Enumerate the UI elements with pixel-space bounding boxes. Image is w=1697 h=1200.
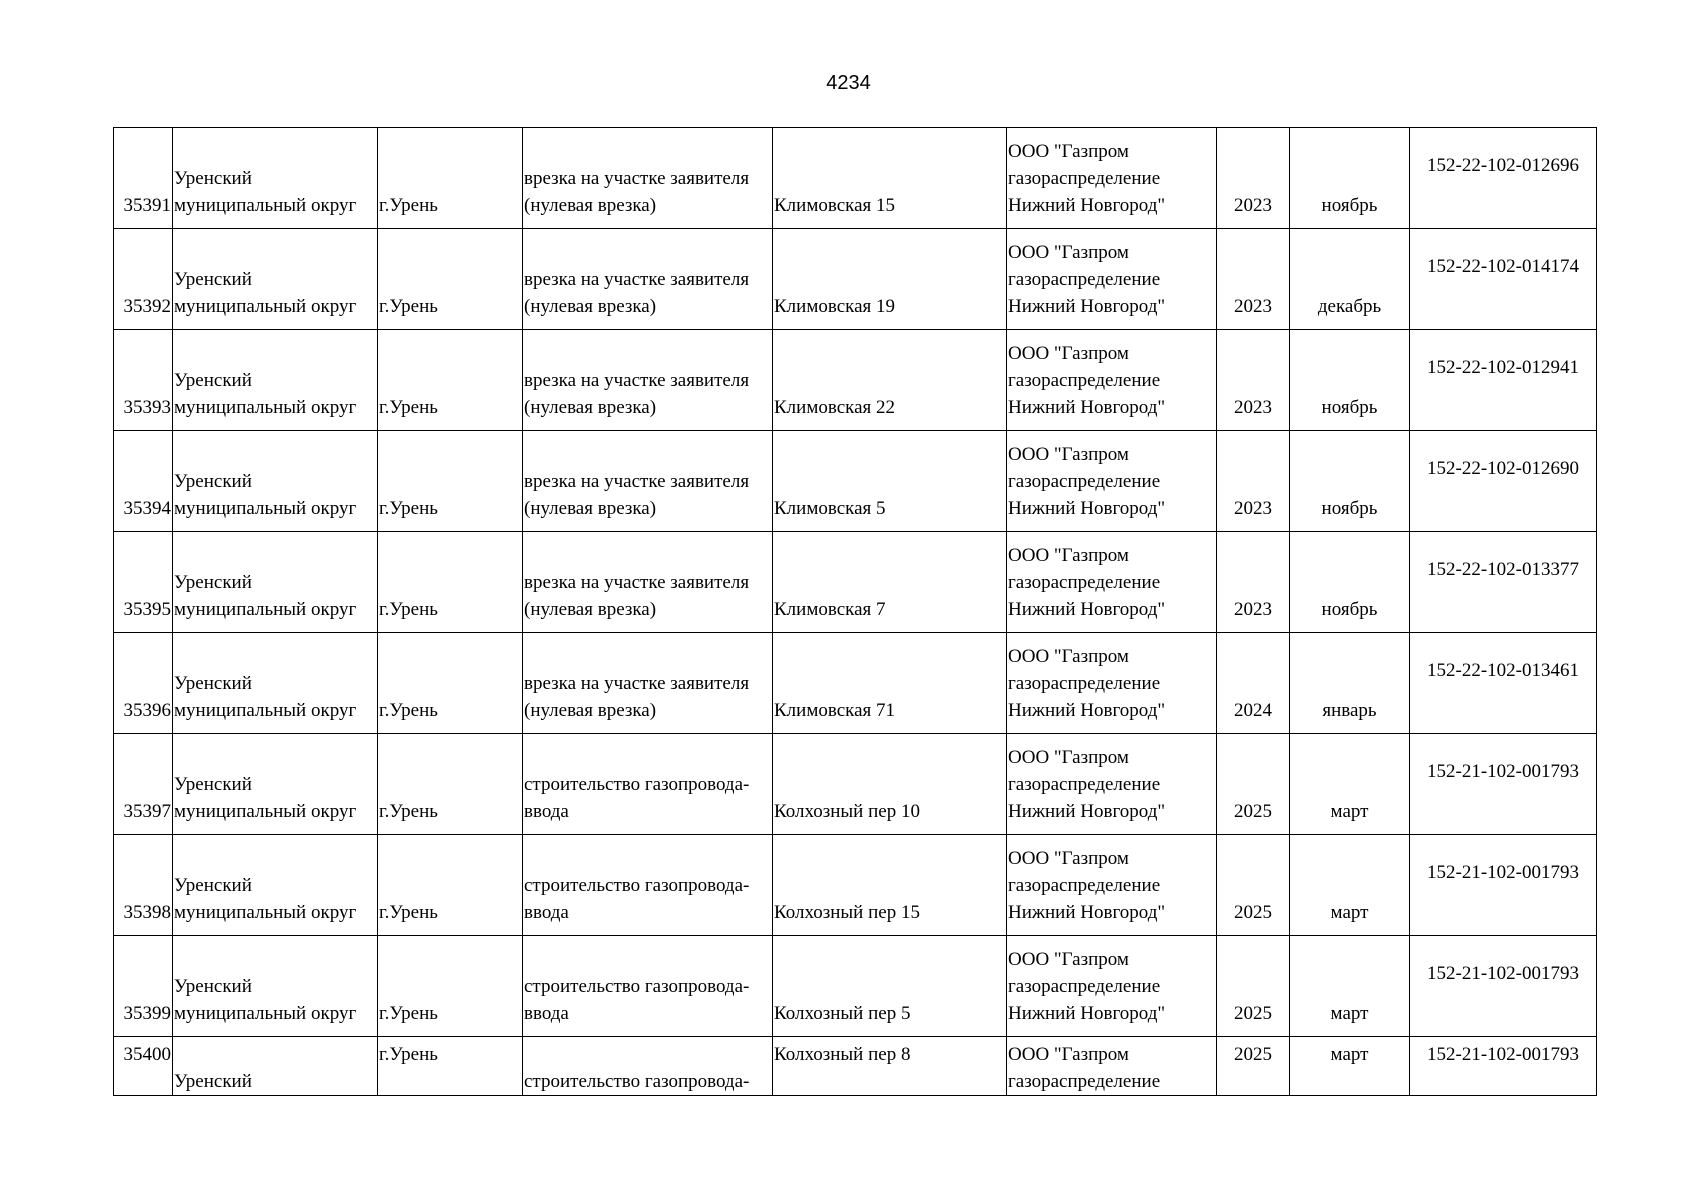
table-row bbox=[114, 734, 1597, 835]
row-number: 35395 bbox=[114, 532, 173, 633]
district-cell-line: Уренский bbox=[174, 471, 252, 492]
district-cell bbox=[173, 936, 378, 1037]
month-cell: март bbox=[1290, 936, 1410, 1037]
organization-cell bbox=[1007, 835, 1217, 936]
organization-cell-line: Нижний Новгород" bbox=[1008, 1003, 1166, 1024]
city-cell: г.Урень bbox=[378, 835, 523, 936]
district-cell-line: муниципальный округ bbox=[174, 1003, 357, 1024]
address-cell: Климовская 5 bbox=[773, 431, 1007, 532]
code-cell: 152-22-102-013377 bbox=[1410, 532, 1597, 633]
month-cell: март bbox=[1290, 835, 1410, 936]
organization-cell-line: газораспределение bbox=[1008, 572, 1161, 593]
city-cell: г.Урень bbox=[378, 128, 523, 229]
district-cell-line: муниципальный округ bbox=[174, 700, 357, 721]
month-cell: ноябрь bbox=[1290, 532, 1410, 633]
organization-cell-line: ООО "Газпром bbox=[1008, 848, 1129, 869]
organization-cell-line: газораспределение bbox=[1008, 370, 1161, 391]
district-cell-line: Уренский bbox=[174, 168, 252, 189]
organization-cell-line: ООО "Газпром bbox=[1008, 141, 1129, 162]
organization-cell-line: газораспределение bbox=[1008, 1071, 1161, 1092]
district-cell-line: Уренский bbox=[174, 572, 252, 593]
organization-cell-line: Нижний Новгород" bbox=[1008, 397, 1166, 418]
code-cell: 152-22-102-014174 bbox=[1410, 229, 1597, 330]
organization-cell-line: ООО "Газпром bbox=[1008, 747, 1129, 768]
work-type-cell-line: строительство газопровода- bbox=[524, 875, 750, 896]
year-cell: 2023 bbox=[1217, 128, 1290, 229]
work-type-cell-line: ввода bbox=[524, 902, 569, 923]
organization-cell-line: ООО "Газпром bbox=[1008, 1044, 1129, 1065]
address-cell: Колхозный пер 5 bbox=[773, 936, 1007, 1037]
district-cell-line: Уренский bbox=[174, 673, 252, 694]
district-cell bbox=[173, 532, 378, 633]
year-cell: 2023 bbox=[1217, 431, 1290, 532]
organization-cell-line: Нижний Новгород" bbox=[1008, 195, 1166, 216]
year-cell: 2025 bbox=[1217, 1037, 1290, 1096]
year-cell: 2024 bbox=[1217, 633, 1290, 734]
organization-cell-line: Нижний Новгород" bbox=[1008, 902, 1166, 923]
district-cell-line: муниципальный округ bbox=[174, 397, 357, 418]
code-cell: 152-22-102-012941 bbox=[1410, 330, 1597, 431]
organization-cell-line: ООО "Газпром bbox=[1008, 949, 1129, 970]
work-type-cell bbox=[523, 936, 773, 1037]
organization-cell bbox=[1007, 431, 1217, 532]
city-cell: г.Урень bbox=[378, 330, 523, 431]
district-cell-line: Уренский bbox=[174, 976, 252, 997]
month-cell: ноябрь bbox=[1290, 330, 1410, 431]
address-cell: Климовская 7 bbox=[773, 532, 1007, 633]
code-cell: 152-21-102-001793 bbox=[1410, 936, 1597, 1037]
table-row bbox=[114, 835, 1597, 936]
work-type-cell bbox=[523, 633, 773, 734]
row-number: 35398 bbox=[114, 835, 173, 936]
organization-cell-line: Нижний Новгород" bbox=[1008, 296, 1166, 317]
month-cell: ноябрь bbox=[1290, 128, 1410, 229]
organization-cell-line: Нижний Новгород" bbox=[1008, 801, 1166, 822]
organization-cell-line: газораспределение bbox=[1008, 168, 1161, 189]
code-cell: 152-22-102-013461 bbox=[1410, 633, 1597, 734]
district-cell-line: муниципальный округ bbox=[174, 599, 357, 620]
address-cell: Климовская 71 bbox=[773, 633, 1007, 734]
code-cell: 152-22-102-012690 bbox=[1410, 431, 1597, 532]
work-type-cell bbox=[523, 532, 773, 633]
organization-cell-line: газораспределение bbox=[1008, 673, 1161, 694]
address-cell: Колхозный пер 10 bbox=[773, 734, 1007, 835]
organization-cell-line: ООО "Газпром bbox=[1008, 545, 1129, 566]
work-type-cell-line: ввода bbox=[524, 801, 569, 822]
address-cell: Климовская 19 bbox=[773, 229, 1007, 330]
district-cell bbox=[173, 835, 378, 936]
year-cell: 2025 bbox=[1217, 835, 1290, 936]
organization-cell-line: Нижний Новгород" bbox=[1008, 498, 1166, 519]
organization-cell bbox=[1007, 734, 1217, 835]
organization-cell-line: ООО "Газпром bbox=[1008, 444, 1129, 465]
district-cell-line: Уренский bbox=[174, 370, 252, 391]
address-cell: Климовская 15 bbox=[773, 128, 1007, 229]
district-cell: Уренский bbox=[173, 1037, 378, 1096]
row-number: 35391 bbox=[114, 128, 173, 229]
organization-cell-line: Нижний Новгород" bbox=[1008, 700, 1166, 721]
gas-connection-table bbox=[113, 127, 1597, 1096]
code-cell: 152-21-102-001793 bbox=[1410, 734, 1597, 835]
district-cell-line: муниципальный округ bbox=[174, 498, 357, 519]
table-row bbox=[114, 633, 1597, 734]
work-type-cell bbox=[523, 835, 773, 936]
work-type-cell-line: врезка на участке заявителя bbox=[524, 269, 750, 290]
district-cell-line: муниципальный округ bbox=[174, 801, 357, 822]
address-cell: Колхозный пер 8 bbox=[773, 1037, 1007, 1096]
district-cell-line: муниципальный округ bbox=[174, 902, 357, 923]
organization-cell-line: газораспределение bbox=[1008, 774, 1161, 795]
page-number: 4234 bbox=[826, 72, 871, 94]
work-type-cell bbox=[523, 431, 773, 532]
organization-cell bbox=[1007, 1037, 1217, 1096]
row-number: 35397 bbox=[114, 734, 173, 835]
work-type-cell-line: врезка на участке заявителя bbox=[524, 370, 750, 391]
district-cell bbox=[173, 734, 378, 835]
code-cell: 152-21-102-001793 bbox=[1410, 835, 1597, 936]
organization-cell-line: Нижний Новгород" bbox=[1008, 599, 1166, 620]
work-type-cell bbox=[523, 128, 773, 229]
work-type-cell bbox=[523, 734, 773, 835]
city-cell: г.Урень bbox=[378, 431, 523, 532]
work-type-cell-line: врезка на участке заявителя bbox=[524, 168, 750, 189]
year-cell: 2025 bbox=[1217, 936, 1290, 1037]
work-type-cell-line: ввода bbox=[524, 1003, 569, 1024]
district-cell bbox=[173, 633, 378, 734]
organization-cell bbox=[1007, 936, 1217, 1037]
code-cell: 152-22-102-012696 bbox=[1410, 128, 1597, 229]
district-cell bbox=[173, 431, 378, 532]
organization-cell-line: газораспределение bbox=[1008, 875, 1161, 896]
district-cell-line: муниципальный округ bbox=[174, 195, 357, 216]
table-row bbox=[114, 128, 1597, 229]
table-row bbox=[114, 936, 1597, 1037]
row-number: 35400 bbox=[114, 1037, 173, 1096]
work-type-cell-line: строительство газопровода- bbox=[524, 976, 750, 997]
work-type-cell-line: (нулевая врезка) bbox=[524, 700, 657, 721]
work-type-cell-line: (нулевая врезка) bbox=[524, 195, 657, 216]
city-cell: г.Урень bbox=[378, 633, 523, 734]
work-type-cell-line: врезка на участке заявителя bbox=[524, 572, 750, 593]
work-type-cell-line: врезка на участке заявителя bbox=[524, 471, 750, 492]
organization-cell-line: ООО "Газпром bbox=[1008, 343, 1129, 364]
city-cell: г.Урень bbox=[378, 1037, 523, 1096]
table-row bbox=[114, 431, 1597, 532]
table-row bbox=[114, 532, 1597, 633]
organization-cell-line: газораспределение bbox=[1008, 976, 1161, 997]
organization-cell-line: газораспределение bbox=[1008, 471, 1161, 492]
month-cell: ноябрь bbox=[1290, 431, 1410, 532]
month-cell: март bbox=[1290, 734, 1410, 835]
district-cell bbox=[173, 330, 378, 431]
city-cell: г.Урень bbox=[378, 229, 523, 330]
organization-cell-line: газораспределение bbox=[1008, 269, 1161, 290]
year-cell: 2023 bbox=[1217, 330, 1290, 431]
work-type-cell-line: (нулевая врезка) bbox=[524, 397, 657, 418]
address-cell: Климовская 22 bbox=[773, 330, 1007, 431]
work-type-cell bbox=[523, 229, 773, 330]
row-number: 35392 bbox=[114, 229, 173, 330]
row-number: 35396 bbox=[114, 633, 173, 734]
year-cell: 2023 bbox=[1217, 229, 1290, 330]
work-type-cell-line: строительство газопровода- bbox=[524, 774, 750, 795]
work-type-cell-line: (нулевая врезка) bbox=[524, 498, 657, 519]
month-cell: декабрь bbox=[1290, 229, 1410, 330]
year-cell: 2025 bbox=[1217, 734, 1290, 835]
table-row bbox=[114, 330, 1597, 431]
district-cell-line: Уренский bbox=[174, 875, 252, 896]
month-cell: январь bbox=[1290, 633, 1410, 734]
organization-cell bbox=[1007, 633, 1217, 734]
table-row bbox=[114, 1037, 1597, 1096]
work-type-cell-line: (нулевая врезка) bbox=[524, 599, 657, 620]
district-cell bbox=[173, 229, 378, 330]
city-cell: г.Урень bbox=[378, 936, 523, 1037]
work-type-cell bbox=[523, 330, 773, 431]
city-cell: г.Урень bbox=[378, 532, 523, 633]
district-cell-line: Уренский bbox=[174, 774, 252, 795]
organization-cell bbox=[1007, 128, 1217, 229]
district-cell-line: Уренский bbox=[174, 269, 252, 290]
organization-cell-line: ООО "Газпром bbox=[1008, 242, 1129, 263]
row-number: 35393 bbox=[114, 330, 173, 431]
month-cell: март bbox=[1290, 1037, 1410, 1096]
year-cell: 2023 bbox=[1217, 532, 1290, 633]
work-type-cell: строительство газопровода- bbox=[523, 1037, 773, 1096]
organization-cell bbox=[1007, 330, 1217, 431]
work-type-cell-line: врезка на участке заявителя bbox=[524, 673, 750, 694]
table-row bbox=[114, 229, 1597, 330]
city-cell: г.Урень bbox=[378, 734, 523, 835]
district-cell bbox=[173, 128, 378, 229]
organization-cell bbox=[1007, 229, 1217, 330]
work-type-cell-line: (нулевая врезка) bbox=[524, 296, 657, 317]
organization-cell bbox=[1007, 532, 1217, 633]
district-cell-line: муниципальный округ bbox=[174, 296, 357, 317]
row-number: 35394 bbox=[114, 431, 173, 532]
code-cell: 152-21-102-001793 bbox=[1410, 1037, 1597, 1096]
address-cell: Колхозный пер 15 bbox=[773, 835, 1007, 936]
row-number: 35399 bbox=[114, 936, 173, 1037]
organization-cell-line: ООО "Газпром bbox=[1008, 646, 1129, 667]
